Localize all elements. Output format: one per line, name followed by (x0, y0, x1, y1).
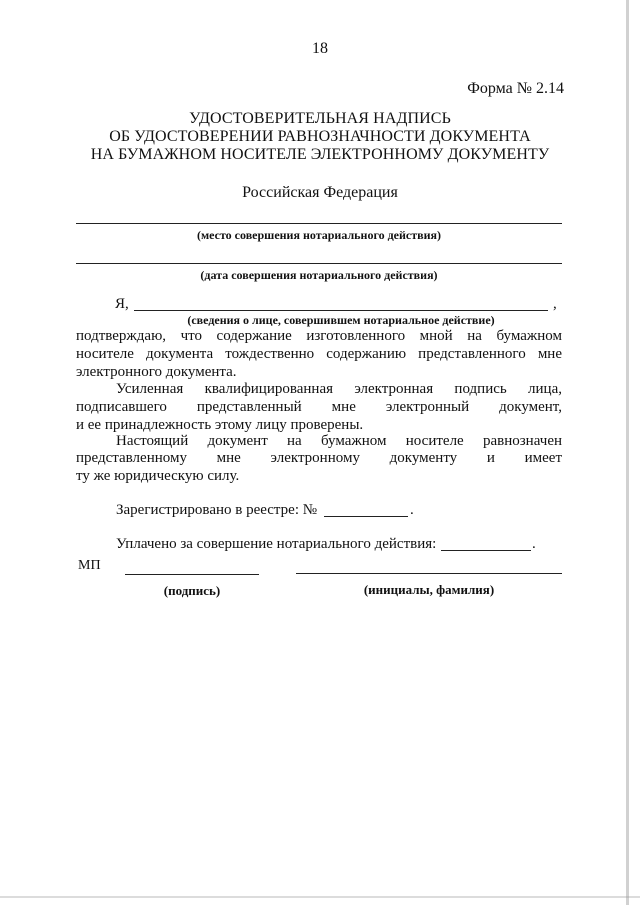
signature-line (125, 574, 259, 575)
registry-number-line (324, 516, 408, 517)
page-edge-bottom (0, 896, 640, 898)
place-caption: (место совершения нотариального действия) (196, 228, 442, 242)
page-number: 18 (312, 40, 328, 57)
paragraph3-line-3: ту же юридическую силу. (76, 468, 240, 484)
initials-line (296, 573, 562, 574)
fee-amount-line (441, 550, 531, 551)
paragraph3-line-2: представленному мне электронному документу и имеет (76, 450, 562, 466)
signature-caption: (подпись) (163, 583, 221, 598)
fee-period: . (532, 536, 536, 552)
paragraph3-line-1: Настоящий документ на бумажном носителе равнозначен (116, 433, 562, 449)
country-name: Российская Федерация (242, 184, 398, 201)
paragraph1-line-3: электронного документа. (76, 364, 237, 380)
paragraph1-line-1: подтверждаю, что содержание изготовленного мной на бумажном (76, 328, 562, 344)
title-line-1: УДОСТОВЕРИТЕЛЬНАЯ НАДПИСЬ (189, 110, 451, 127)
registry-period: . (410, 502, 414, 518)
ya-label: Я, (115, 296, 129, 312)
seal-label: МП (78, 558, 101, 573)
paragraph2-line-1: Усиленная квалифицированная электронная подпись лица, (116, 381, 562, 397)
initials-caption: (инициалы, фамилия) (363, 582, 495, 597)
paragraph1-line-2: носителе документа тождественно содержанию представленного мне (76, 346, 562, 362)
date-line (76, 263, 562, 264)
person-line (134, 310, 548, 311)
form-number: Форма № 2.14 (467, 80, 564, 97)
title-line-3: НА БУМАЖНОМ НОСИТЕЛЕ ЭЛЕКТРОННОМУ ДОКУМЕНТУ (90, 146, 550, 163)
person-line-comma: , (553, 296, 557, 312)
place-line (76, 223, 562, 224)
fee-label: Уплачено за совершение нотариального действия: (116, 536, 437, 552)
paragraph2-line-3: и ее принадлежность этому лицу проверены. (76, 417, 364, 433)
title-line-2: ОБ УДОСТОВЕРЕНИИ РАВНОЗНАЧНОСТИ ДОКУМЕНТА (109, 128, 531, 145)
registry-label: Зарегистрировано в реестре: № (116, 502, 318, 518)
paragraph2-line-2: подписавшего представленный мне электронный документ, (76, 399, 562, 415)
person-caption: (сведения о лице, совершившем нотариальное действие) (187, 313, 495, 327)
date-caption: (дата совершения нотариального действия) (200, 268, 438, 282)
